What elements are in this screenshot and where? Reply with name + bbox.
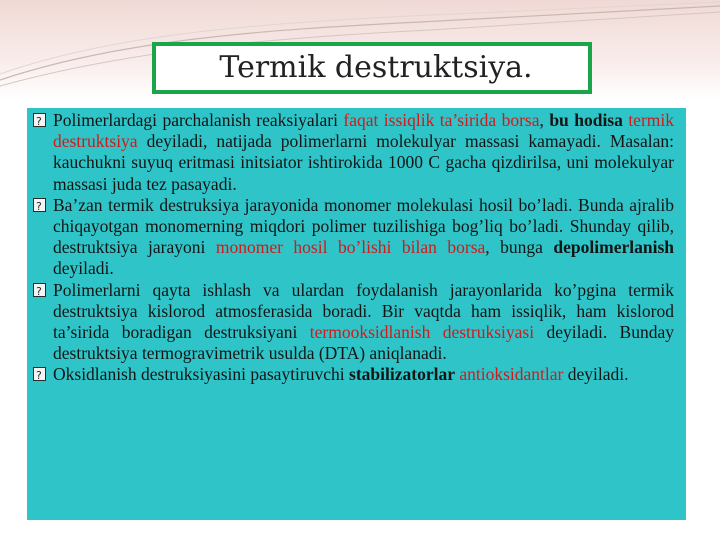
paragraph-text: Oksidlanish destruksiyasini pasaytiruvchi	[53, 364, 350, 385]
bold-term: bu hodisa	[549, 110, 623, 130]
bullet-icon	[33, 283, 46, 297]
highlighted-term: monomer hosil bo’lishi bilan borsa	[215, 237, 486, 258]
paragraph-1	[33, 110, 674, 195]
paragraph-4	[33, 364, 674, 385]
highlighted-term: antioksidantlar	[459, 364, 564, 385]
highlighted-term: termik destruktsiya	[53, 110, 674, 152]
bold-term: stabilizatorlar	[349, 364, 455, 385]
paragraph-text: deyiladi. Bunday destruktsiya termogravimetrik usulda (DTA) aniqlanadi.	[53, 322, 674, 364]
paragraph-2	[33, 195, 674, 280]
bullet-icon	[33, 367, 46, 381]
paragraph-text: Ba’zan termik destruksiya jarayonida monomer molekulasi hosil bo’ladi. Bunda ajralib chiqayotgan monomerning miqdori polimer tuzilishiga bog’liq bo’ladi. Shunday qilib, destruktsiya jarayoni	[53, 194, 674, 258]
slide-title: Termik destruktsiya.	[219, 50, 533, 85]
bold-term: depolimerlanish	[553, 237, 674, 258]
content-panel	[27, 108, 686, 520]
paragraph-3	[33, 280, 674, 365]
bullet-icon	[33, 198, 46, 212]
paragraph-text: ,	[539, 110, 550, 130]
highlighted-term: faqat issiqlik ta’sirida borsa	[343, 110, 540, 130]
paragraph-text: Polimerlardagi parchalanish reaksiyalari	[53, 110, 344, 130]
paragraph-text: deyiladi, natijada polimerlarni molekulyar massasi kamayadi. Masalan: kauchukni suyuq eritmasi initsiator ishtirokida 1000 C gacha qizdirilsa, uni molekulyar massasi juda tez pasayadi.	[53, 131, 674, 194]
paragraph-text: , bunga	[485, 237, 554, 258]
paragraph-text: deyiladi.	[53, 258, 114, 279]
highlighted-term: termooksidlanish destruksiyasi	[309, 322, 535, 343]
paragraph-text: deyiladi.	[563, 364, 629, 385]
paragraph-text: Polimerlarni qayta ishlash va ulardan foydalanish jarayonlarida ko’pgina termik destruktsiya kislorod atmosferasida boradi. Bir vaqtda ham issiqlik, ham kislorod ta’sirida boradigan destruksiyani	[53, 279, 674, 343]
title-box	[152, 42, 592, 94]
bullet-icon	[33, 113, 46, 127]
